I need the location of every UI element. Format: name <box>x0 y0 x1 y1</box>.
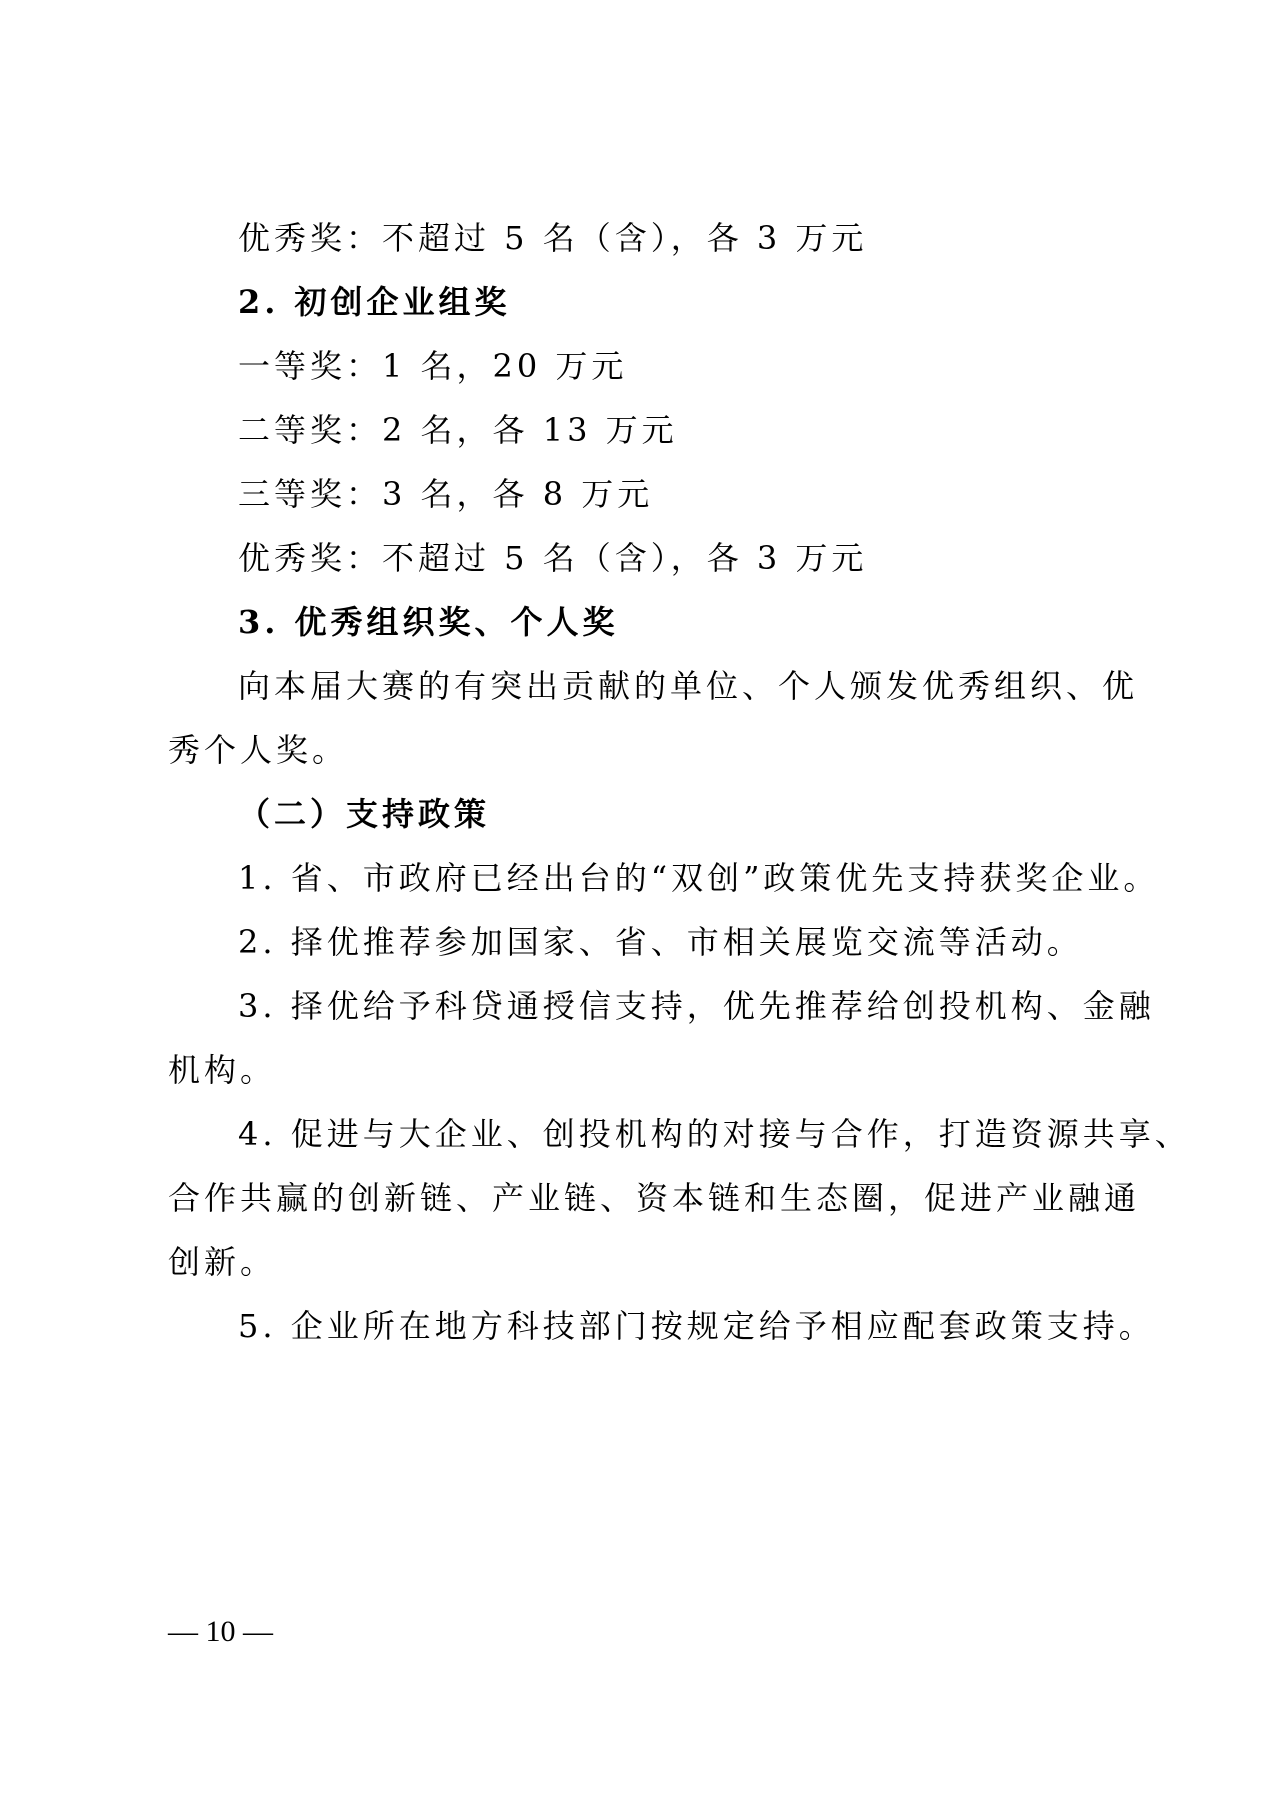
award-second-prize-line: 二等奖：2 名，各 13 万元 <box>238 411 678 449</box>
award-first-prize-line: 一等奖：1 名，20 万元 <box>238 347 628 385</box>
paragraph-organization-awards-line-1: 向本届大赛的有突出贡献的单位、个人颁发优秀组织、优 <box>238 667 1139 705</box>
page-number: — 10 — <box>168 1615 273 1648</box>
section-heading-support-policy: （二）支持政策 <box>238 795 491 833</box>
award-third-prize-line: 三等奖：3 名，各 8 万元 <box>238 475 654 513</box>
award-excellence-line-1: 优秀奖：不超过 5 名（含），各 3 万元 <box>238 219 868 257</box>
policy-item-3-line-2: 机构。 <box>168 1051 277 1089</box>
award-excellence-line-2: 优秀奖：不超过 5 名（含），各 3 万元 <box>238 539 868 577</box>
policy-item-4-line-2: 合作共赢的创新链、产业链、资本链和生态圈，促进产业融通 <box>168 1179 1141 1217</box>
policy-item-4-line-1: 4. 促进与大企业、创投机构的对接与合作，打造资源共享、 <box>238 1115 1191 1153</box>
policy-item-3-line-1: 3. 择优给予科贷通授信支持，优先推荐给创投机构、金融 <box>238 987 1155 1025</box>
section-heading-organization-awards: 3. 优秀组织奖、个人奖 <box>238 603 619 641</box>
paragraph-organization-awards-line-2: 秀个人奖。 <box>168 731 349 769</box>
policy-item-2: 2. 择优推荐参加国家、省、市相关展览交流等活动。 <box>238 923 1083 961</box>
policy-item-1: 1. 省、市政府已经出台的“双创”政策优先支持获奖企业。 <box>238 859 1160 897</box>
policy-item-5: 5. 企业所在地方科技部门按规定给予相应配套政策支持。 <box>238 1307 1155 1345</box>
policy-item-4-line-3: 创新。 <box>168 1243 277 1281</box>
section-heading-startup-awards: 2. 初创企业组奖 <box>238 283 511 321</box>
